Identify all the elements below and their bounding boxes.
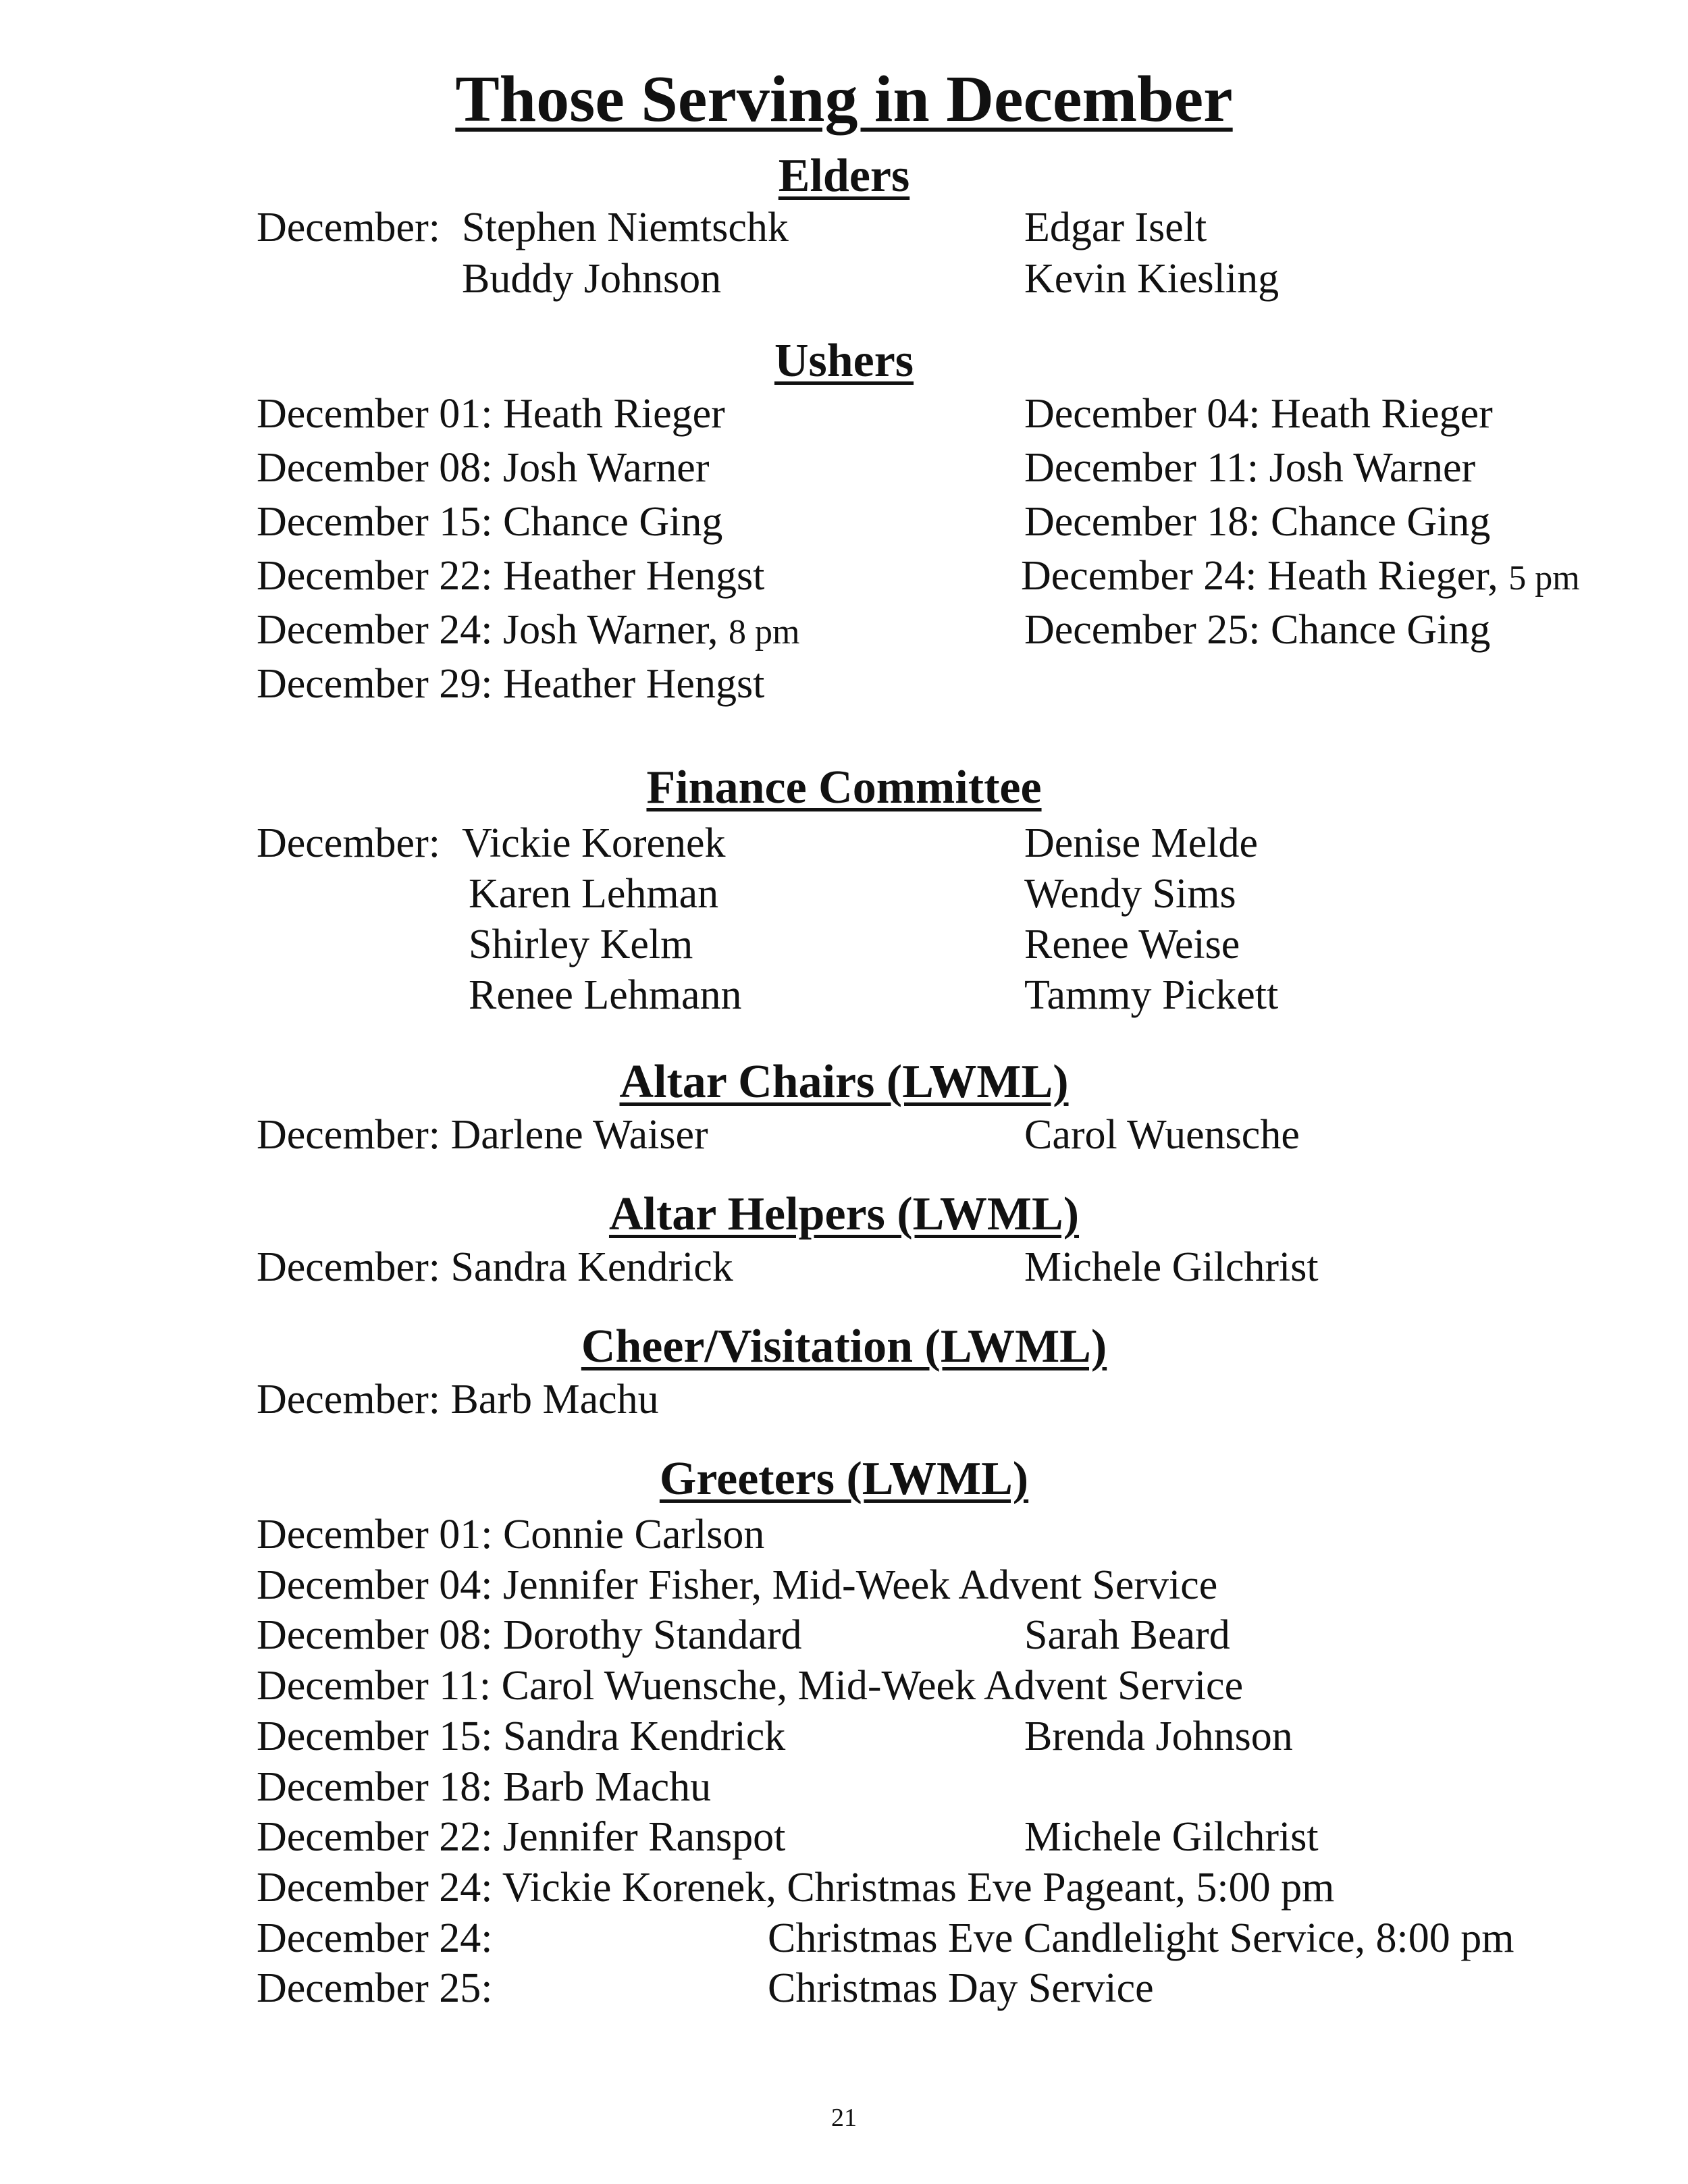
greeter-entry: December 25: (257, 1965, 493, 2011)
greeter-entry: December 11: Carol Wuensche, Mid-Week Advent Service (257, 1663, 1244, 1709)
elder-name: Stephen Niemtschk (462, 205, 789, 250)
greeter-entry: December 08: Dorothy Standard (257, 1612, 802, 1658)
greeters-heading: Greeters (LWML) (659, 1453, 1029, 1505)
finance-member: Denise Melde (1024, 820, 1259, 866)
altar-helpers-heading: Altar Helpers (LWML) (608, 1188, 1080, 1240)
page-number: 21 (831, 2104, 857, 2132)
elders-heading: Elders (778, 150, 910, 202)
usher-entry: December 04: Heath Rieger (1024, 391, 1493, 437)
altar-chairs-entry: Carol Wuensche (1024, 1112, 1300, 1158)
greeter-entry: Sarah Beard (1024, 1612, 1230, 1658)
finance-heading: Finance Committee (646, 762, 1042, 814)
greeter-entry: December 24: Vickie Korenek, Christmas Eve Pageant, 5:00 pm (257, 1865, 1335, 1911)
usher-entry: December 24: Heath Rieger, 5 pm (1021, 553, 1580, 599)
greeter-entry: December 18: Barb Machu (257, 1764, 712, 1810)
greeter-entry: Michele Gilchrist (1024, 1814, 1319, 1860)
usher-entry: December 11: Josh Warner (1024, 445, 1476, 491)
usher-entry: December 24: Josh Warner, 8 pm (257, 607, 800, 653)
altar-chairs-heading: Altar Chairs (LWML) (619, 1056, 1069, 1108)
altar-helpers-entry: Michele Gilchrist (1024, 1244, 1319, 1290)
finance-member: Karen Lehman (469, 871, 719, 917)
greeter-entry: Brenda Johnson (1024, 1713, 1293, 1759)
finance-member: Shirley Kelm (469, 922, 693, 967)
elders-label: December: (257, 205, 440, 250)
greeter-entry: December 04: Jennifer Fisher, Mid-Week Advent Service (257, 1562, 1218, 1608)
cheer-heading: Cheer/Visitation (LWML) (581, 1321, 1107, 1373)
greeter-entry: December 22: Jennifer Ranspot (257, 1814, 786, 1860)
elder-name: Kevin Kiesling (1024, 256, 1280, 302)
usher-entry: December 18: Chance Ging (1024, 499, 1491, 545)
page-title: Those Serving in December (455, 63, 1233, 136)
usher-entry: December 01: Heath Rieger (257, 391, 725, 437)
finance-member: Tammy Pickett (1024, 972, 1279, 1018)
usher-entry: December 29: Heather Hengst (257, 661, 765, 707)
cheer-entry: December: Barb Machu (257, 1377, 659, 1422)
finance-member: Renee Weise (1024, 922, 1240, 967)
elder-name: Edgar Iselt (1024, 205, 1207, 250)
greeter-entry: December 15: Sandra Kendrick (257, 1713, 786, 1759)
greeter-entry: Christmas Day Service (768, 1965, 1154, 2011)
altar-chairs-entry: December: Darlene Waiser (257, 1112, 708, 1158)
usher-entry: December 15: Chance Ging (257, 499, 723, 545)
usher-entry: December 25: Chance Ging (1024, 607, 1491, 653)
greeter-entry: December 24: (257, 1915, 493, 1961)
altar-helpers-entry: December: Sandra Kendrick (257, 1244, 733, 1290)
greeter-entry: December 01: Connie Carlson (257, 1512, 765, 1557)
usher-entry: December 22: Heather Hengst (257, 553, 765, 599)
finance-label: December: (257, 820, 440, 866)
greeter-entry: Christmas Eve Candlelight Service, 8:00 pm (768, 1915, 1514, 1961)
ushers-heading: Ushers (774, 335, 914, 387)
finance-member: Vickie Korenek (462, 820, 726, 866)
finance-member: Renee Lehmann (469, 972, 742, 1018)
service-time: 8 pm (728, 613, 800, 651)
elder-name: Buddy Johnson (462, 256, 722, 302)
usher-entry: December 08: Josh Warner (257, 445, 710, 491)
finance-member: Wendy Sims (1024, 871, 1236, 917)
service-time: 5 pm (1508, 559, 1580, 597)
